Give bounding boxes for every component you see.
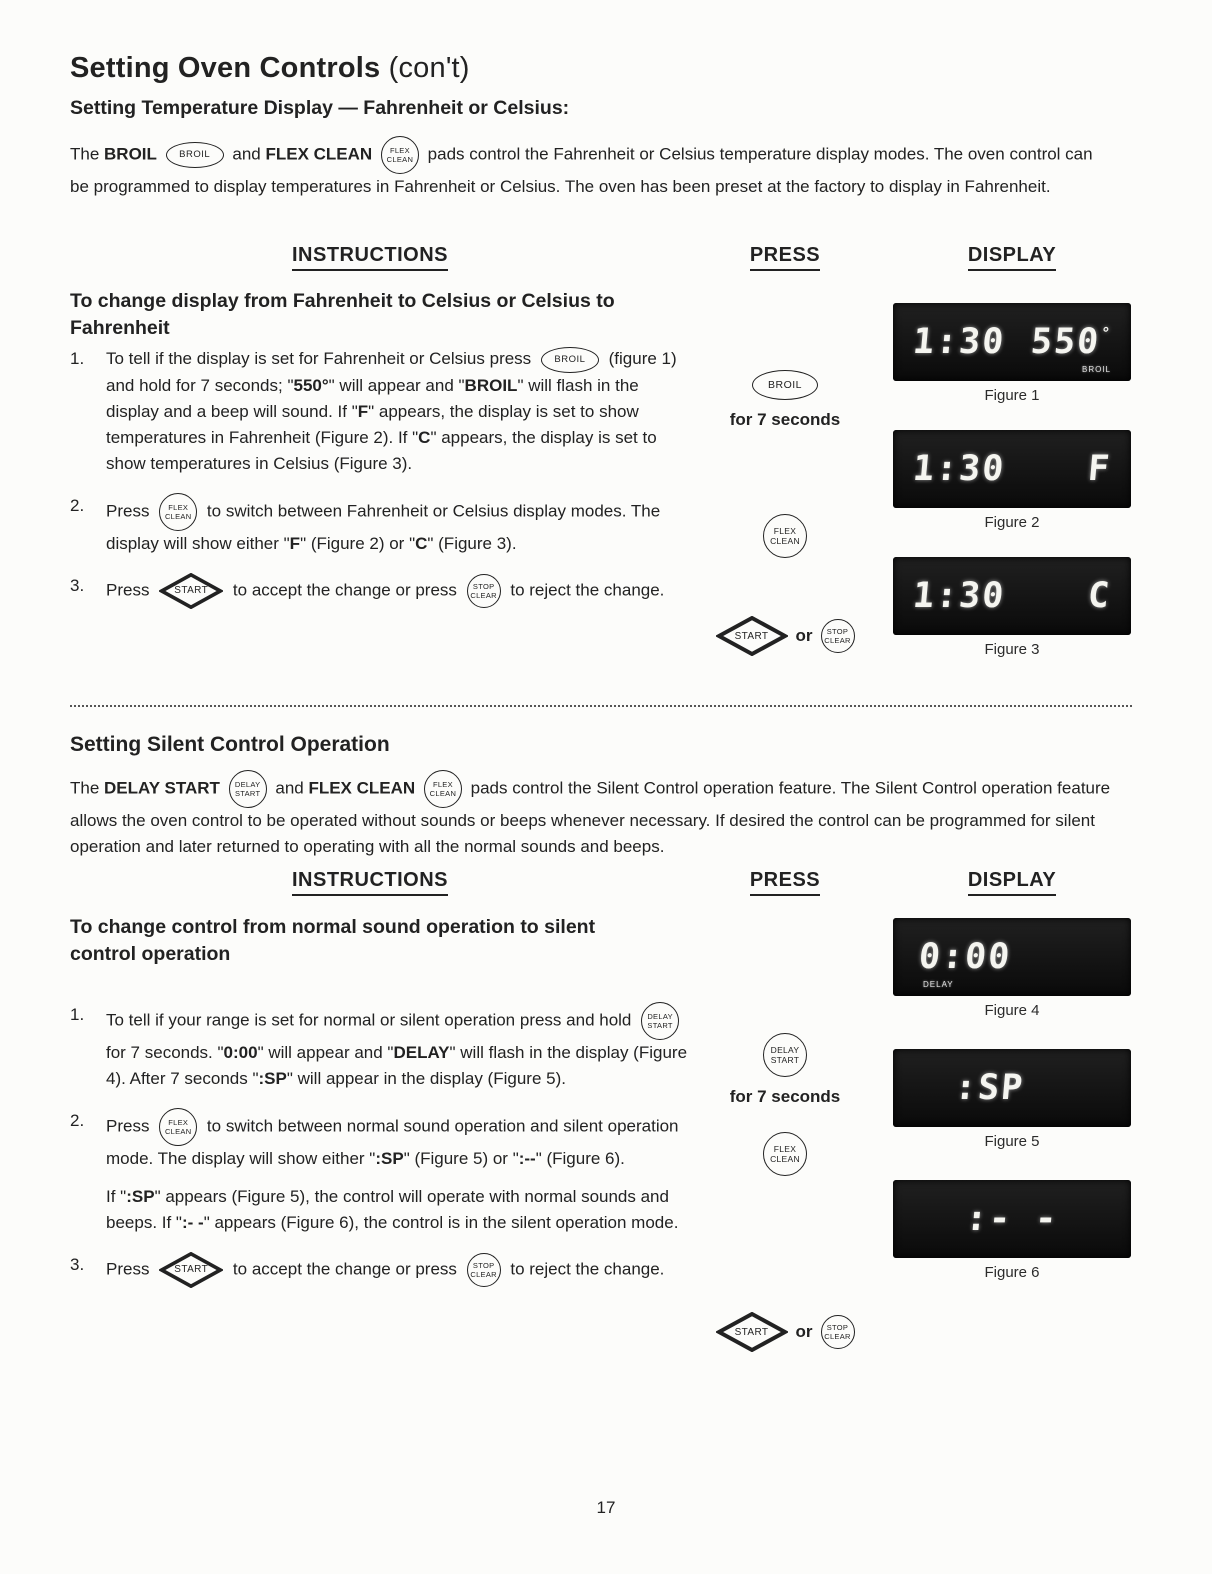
led-display-figure-5 <box>893 1049 1131 1127</box>
step-number: 3. <box>70 575 85 595</box>
step <box>70 493 680 557</box>
led-time: 0:00 <box>917 937 1014 977</box>
intro-text: and <box>270 778 309 798</box>
figure-5 <box>893 1049 1131 1150</box>
flex-label: FLEX <box>168 1118 189 1127</box>
section2-title: Setting Silent Control Operation <box>70 733 390 756</box>
step-text-run: to accept the change or press <box>228 1259 457 1279</box>
step-text-run: to accept the change or press <box>228 580 457 599</box>
clean-label: CLEAN <box>386 155 414 164</box>
intro-bold-flex-clean: FLEX CLEAN <box>265 144 373 164</box>
step-text <box>106 493 680 557</box>
clean-label: CLEAN <box>164 1127 192 1136</box>
header-press: PRESS <box>750 244 820 271</box>
section2-steps <box>70 1002 690 1304</box>
flex-clean-pad-icon <box>424 770 462 808</box>
header-press: PRESS <box>750 869 820 896</box>
figure-caption: Figure 1 <box>984 387 1040 404</box>
section2-heading: To change control from normal sound operation to silent control operation <box>70 916 596 965</box>
stop-clear-pad-icon <box>821 1315 855 1349</box>
step-text-run: to switch between normal sound operation and silent operation mode. The display will show either " <box>106 1116 679 1168</box>
step-text-run: to switch between Fahrenheit or Celsius display modes. The display will show either " <box>106 501 661 553</box>
led-unit-c: C <box>1086 576 1113 616</box>
led-display-figure-6 <box>893 1180 1131 1258</box>
section1-steps <box>70 346 680 625</box>
header-display: DISPLAY <box>968 869 1056 896</box>
step-text-run: to reject the change. <box>505 580 665 599</box>
step <box>70 1108 690 1236</box>
intro-text: pads control the Silent Control operation feature. The Silent Control operation feature allows the oven control to be operated without sounds or beeps whenever necessary. If desired the control can be programmed for silent operation and later returned to operating with all the normal sounds and beeps. <box>70 778 1111 856</box>
stop-label: STOP <box>826 627 849 636</box>
clear-label: CLEAR <box>824 1332 851 1341</box>
flex-clean-pad-icon <box>763 514 807 558</box>
intro-bold-broil: BROIL <box>104 144 157 164</box>
clean-label: CLEAN <box>164 511 192 521</box>
header-display-wrap <box>893 244 1131 271</box>
step-bold-broil: BROIL <box>464 375 518 395</box>
intro-text: The <box>70 144 105 164</box>
flex-label: FLEX <box>389 146 410 155</box>
delay-start-pad-icon <box>641 1002 679 1040</box>
step-bold-dashes: :-- <box>518 1149 536 1168</box>
figure-caption: Figure 6 <box>984 1264 1040 1281</box>
start-pad-label: START <box>174 1264 209 1275</box>
stop-label: STOP <box>472 581 495 591</box>
step-text-run: " will appear in the display (Figure 5). <box>286 1069 566 1088</box>
clean-label: CLEAN <box>770 1154 800 1164</box>
delay-label: DELAY <box>770 1045 800 1055</box>
stop-clear-pad-icon <box>467 1253 501 1287</box>
led-time: 1:30 <box>911 322 1008 362</box>
section2-intro <box>70 770 1135 860</box>
press-start-or-stop <box>690 1312 880 1352</box>
section1-display-column <box>893 303 1131 684</box>
start-label: START <box>647 1021 673 1030</box>
led-time: 1:30 <box>911 449 1008 489</box>
page-title <box>70 52 470 85</box>
step-number: 2. <box>70 1111 85 1130</box>
step-text-run: To tell if the display is set for Fahrenheit or Celsius press <box>106 349 532 368</box>
led-silent-indicator: :- - <box>964 1199 1060 1239</box>
step <box>70 346 680 477</box>
section2-display-column <box>893 918 1131 1311</box>
header-press-wrap <box>700 244 870 271</box>
or-label: or <box>795 1322 813 1341</box>
section1-heading: To change display from Fahrenheit to Celsius or Celsius to Fahrenheit <box>70 290 615 339</box>
flex-clean-pad-icon <box>159 1108 197 1146</box>
led-display-figure-4 <box>893 918 1131 996</box>
press-broil <box>700 370 870 430</box>
led-broil-indicator: BROIL <box>1081 365 1111 374</box>
step-text-run: " will appear and " <box>257 1043 394 1062</box>
start-label: START <box>234 789 261 798</box>
header-instructions: INSTRUCTIONS <box>292 869 448 896</box>
delay-start-pad-icon <box>229 770 267 808</box>
step-text <box>106 573 664 609</box>
header-instructions-wrap <box>70 244 670 271</box>
press-delay-start <box>700 1033 870 1107</box>
step-text-run: Press <box>106 1259 150 1279</box>
step-text-run: to reject the change. <box>505 1259 665 1279</box>
led-display-figure-3 <box>893 557 1131 635</box>
delay-label: DELAY <box>234 780 261 789</box>
intro-text: and <box>227 144 266 164</box>
led-degree-sign: ° <box>1099 324 1113 342</box>
step <box>70 573 680 609</box>
section1-intro <box>70 136 1110 200</box>
step-text-run: To tell if your range is set for normal or silent operation press and hold <box>106 1010 632 1030</box>
clean-label: CLEAN <box>429 789 457 798</box>
delay-label: DELAY <box>647 1012 673 1021</box>
step-number: 3. <box>70 1255 85 1274</box>
flex-clean-pad-icon <box>763 1132 807 1176</box>
step-text-run: " will flash in the display (Figure 4). After 7 seconds " <box>106 1043 688 1088</box>
clear-label: CLEAR <box>824 636 851 645</box>
step <box>70 1002 690 1092</box>
step-text-run: (figure 1) and hold for 7 seconds; " <box>106 349 677 395</box>
led-temp-value: 550 <box>1029 322 1102 362</box>
intro-bold-flex-clean: FLEX CLEAN <box>308 778 416 798</box>
step-text-run: " (Figure 3). <box>427 533 517 553</box>
intro-bold-delay-start: DELAY START <box>104 778 220 798</box>
step-text-run: " appears, the display is set to show temperatures in Fahrenheit (Figure 2). If " <box>106 401 639 447</box>
step-number: 2. <box>70 495 85 515</box>
intro-text: pads control the Fahrenheit or Celsius temperature display modes. The oven control can be programmed to display temperatures in Fahrenheit or Celsius. The oven has been preset at the factory to display in Fahrenheit. <box>70 144 1093 196</box>
step-text-run: " (Figure 6). <box>535 1149 625 1168</box>
step-text <box>106 1108 690 1236</box>
step-bold-dashes: :- - <box>181 1213 204 1232</box>
step-bold-c: C <box>418 427 431 447</box>
start-pad-icon <box>716 616 788 656</box>
flex-label: FLEX <box>432 780 453 789</box>
broil-pad-label: BROIL <box>554 353 586 365</box>
clean-label: CLEAN <box>770 536 800 546</box>
stop-clear-pad-icon <box>821 619 855 653</box>
step-bold-c: C <box>415 533 428 553</box>
start-pad-icon <box>159 1252 223 1288</box>
section1-subtitle: Setting Temperature Display — Fahrenheit or Celsius: <box>70 97 570 119</box>
step-text-run: " will appear and " <box>328 375 465 395</box>
step-text-run: for 7 seconds. " <box>106 1043 224 1062</box>
page-title-bold: Setting Oven Controls <box>70 52 381 84</box>
for-7-seconds-label: for 7 seconds <box>729 1087 841 1106</box>
step-number: 1. <box>70 349 85 368</box>
step-bold-000: 0:00 <box>223 1043 258 1062</box>
page-number: 17 <box>596 1498 616 1517</box>
step-number: 1. <box>70 1005 85 1024</box>
header-press-wrap <box>700 869 870 896</box>
section-divider <box>70 705 1132 707</box>
flex-clean-pad-icon <box>381 136 419 174</box>
clear-label: CLEAR <box>470 590 497 600</box>
for-7-seconds-label: for 7 seconds <box>729 410 841 429</box>
header-display: DISPLAY <box>968 244 1056 271</box>
flex-label: FLEX <box>773 1144 797 1154</box>
stop-label: STOP <box>826 1323 849 1332</box>
figure-caption: Figure 2 <box>984 514 1040 531</box>
step-bold-delay: DELAY <box>393 1043 450 1062</box>
led-time: 1:30 <box>911 576 1008 616</box>
step2-paragraph2 <box>106 1184 690 1236</box>
figure-caption: Figure 3 <box>984 641 1040 658</box>
header-display-wrap <box>893 869 1131 896</box>
step-text-run: " appears (Figure 6), the control is in the silent operation mode. <box>203 1213 679 1232</box>
step-text <box>106 1252 664 1288</box>
step-text-run: If " <box>106 1187 127 1206</box>
intro-text: The <box>70 778 105 798</box>
broil-pad-label: BROIL <box>767 379 802 391</box>
start-pad-label: START <box>734 1326 769 1338</box>
page-title-suffix: (con't) <box>380 52 470 84</box>
step-bold-sp: :SP <box>126 1187 155 1206</box>
led-unit-f: F <box>1086 449 1113 489</box>
figure-caption: Figure 4 <box>984 1002 1040 1019</box>
led-temp <box>1029 322 1113 362</box>
figure-3 <box>893 557 1131 676</box>
step-bold-sp: :SP <box>258 1069 287 1088</box>
step-bold-f: F <box>357 401 369 421</box>
step-text-run: " appears, the display is set to show temperatures in Celsius (Figure 3). <box>106 427 657 473</box>
figure-1 <box>893 303 1131 422</box>
figure-6 <box>893 1180 1131 1281</box>
stop-clear-pad-icon <box>467 574 501 608</box>
start-pad-icon <box>159 573 223 609</box>
step-text <box>106 346 680 477</box>
step-text <box>106 1002 690 1092</box>
step-text-run: Press <box>106 580 150 599</box>
start-pad-icon <box>716 1312 788 1352</box>
figure-4 <box>893 918 1131 1019</box>
or-label: or <box>795 626 813 645</box>
step-text-run: " will flash in the display and a beep will sound. If " <box>106 375 639 421</box>
step-text-run: Press <box>106 501 150 520</box>
broil-pad-icon <box>541 347 599 373</box>
step-text-run: " (Figure 5) or " <box>403 1149 519 1168</box>
delay-start-pad-icon <box>763 1033 807 1077</box>
flex-label: FLEX <box>168 502 189 512</box>
figure-caption: Figure 5 <box>984 1133 1040 1150</box>
step-bold-sp: :SP <box>375 1149 404 1168</box>
press-flex-clean <box>700 1132 870 1176</box>
led-display-figure-2 <box>893 430 1131 508</box>
start-pad-label: START <box>734 630 769 642</box>
press-flex-clean <box>700 514 870 558</box>
header-instructions: INSTRUCTIONS <box>292 244 448 271</box>
flex-clean-pad-icon <box>159 493 197 531</box>
start-label: START <box>770 1055 800 1065</box>
header-instructions-wrap <box>70 869 670 896</box>
clear-label: CLEAR <box>470 1270 497 1279</box>
flex-label: FLEX <box>773 526 797 536</box>
press-start-or-stop <box>690 616 880 656</box>
start-pad-label: START <box>174 584 209 596</box>
broil-pad-icon <box>752 370 818 400</box>
step-text-run: " appears (Figure 5), the control will operate with normal sounds and beeps. If " <box>106 1187 669 1232</box>
stop-label: STOP <box>472 1261 495 1270</box>
led-sp-indicator: :SP <box>953 1068 1026 1108</box>
broil-pad-icon <box>166 142 224 168</box>
step-bold-f: F <box>289 533 301 553</box>
figure-2 <box>893 430 1131 549</box>
step-bold-550: 550° <box>293 375 329 395</box>
step-text-run: " (Figure 2) or " <box>300 533 416 553</box>
led-display-figure-1 <box>893 303 1131 381</box>
step-text-run: Press <box>106 1116 150 1136</box>
broil-pad-label: BROIL <box>179 149 211 160</box>
step <box>70 1252 690 1288</box>
led-delay-indicator: DELAY <box>923 980 954 989</box>
